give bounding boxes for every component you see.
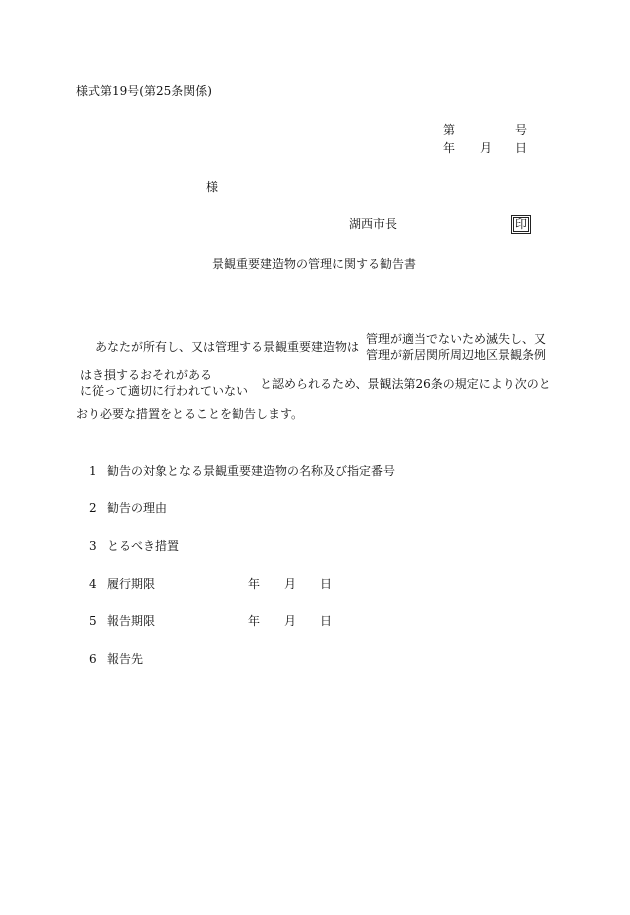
- seal-mark: [511, 215, 531, 234]
- issuer-name: 湖西市長: [349, 217, 398, 231]
- item-number: 5: [89, 614, 97, 628]
- seal-char: 印: [515, 217, 528, 231]
- issue-date-year: 年: [443, 141, 456, 155]
- document-title: 景観重要建造物の管理に関する勧告書: [212, 257, 417, 271]
- item-label: 履行期限: [107, 577, 156, 591]
- body-lead: あなたが所有し、又は管理する景観重要建造物は: [95, 340, 360, 354]
- item-date-day: 日: [320, 577, 333, 591]
- item-date-year: 年: [248, 614, 261, 628]
- body-option-b-line2: に従って適切に行われていない: [80, 384, 249, 398]
- document-number-prefix: 第: [443, 123, 456, 137]
- item-date-day: 日: [320, 614, 333, 628]
- item-date-month: 月: [284, 577, 297, 591]
- item-number: 6: [89, 652, 97, 666]
- item-label: 報告先: [107, 652, 144, 666]
- item-date-year: 年: [248, 577, 261, 591]
- item-label: 勧告の理由: [107, 501, 168, 515]
- body-last-line: おり必要な措置をとることを勧告します。: [76, 407, 304, 421]
- item-label: 勧告の対象となる景観重要建造物の名称及び指定番号: [107, 464, 396, 478]
- item-number: 4: [89, 577, 97, 591]
- item-number: 1: [89, 464, 97, 478]
- item-date-month: 月: [284, 614, 297, 628]
- issue-date-day: 日: [515, 141, 528, 155]
- body-continuation: と認められるため、景観法第26条の規定により次のと: [260, 377, 551, 391]
- body-option-a-line1: 管理が適当でないため滅失し、又: [366, 332, 547, 346]
- body-option-a-line2: 管理が新居関所周辺地区景観条例: [366, 348, 547, 362]
- document-number-suffix: 号: [515, 123, 528, 137]
- addressee-suffix: 様: [206, 180, 219, 194]
- issue-date-month: 月: [480, 141, 493, 155]
- form-label: 様式第19号(第25条関係): [76, 84, 212, 98]
- item-label: 報告期限: [107, 614, 156, 628]
- item-number: 3: [89, 539, 97, 553]
- body-option-b-line1: はき損するおそれがある: [80, 368, 213, 382]
- item-label: とるべき措置: [107, 539, 180, 553]
- item-number: 2: [89, 501, 97, 515]
